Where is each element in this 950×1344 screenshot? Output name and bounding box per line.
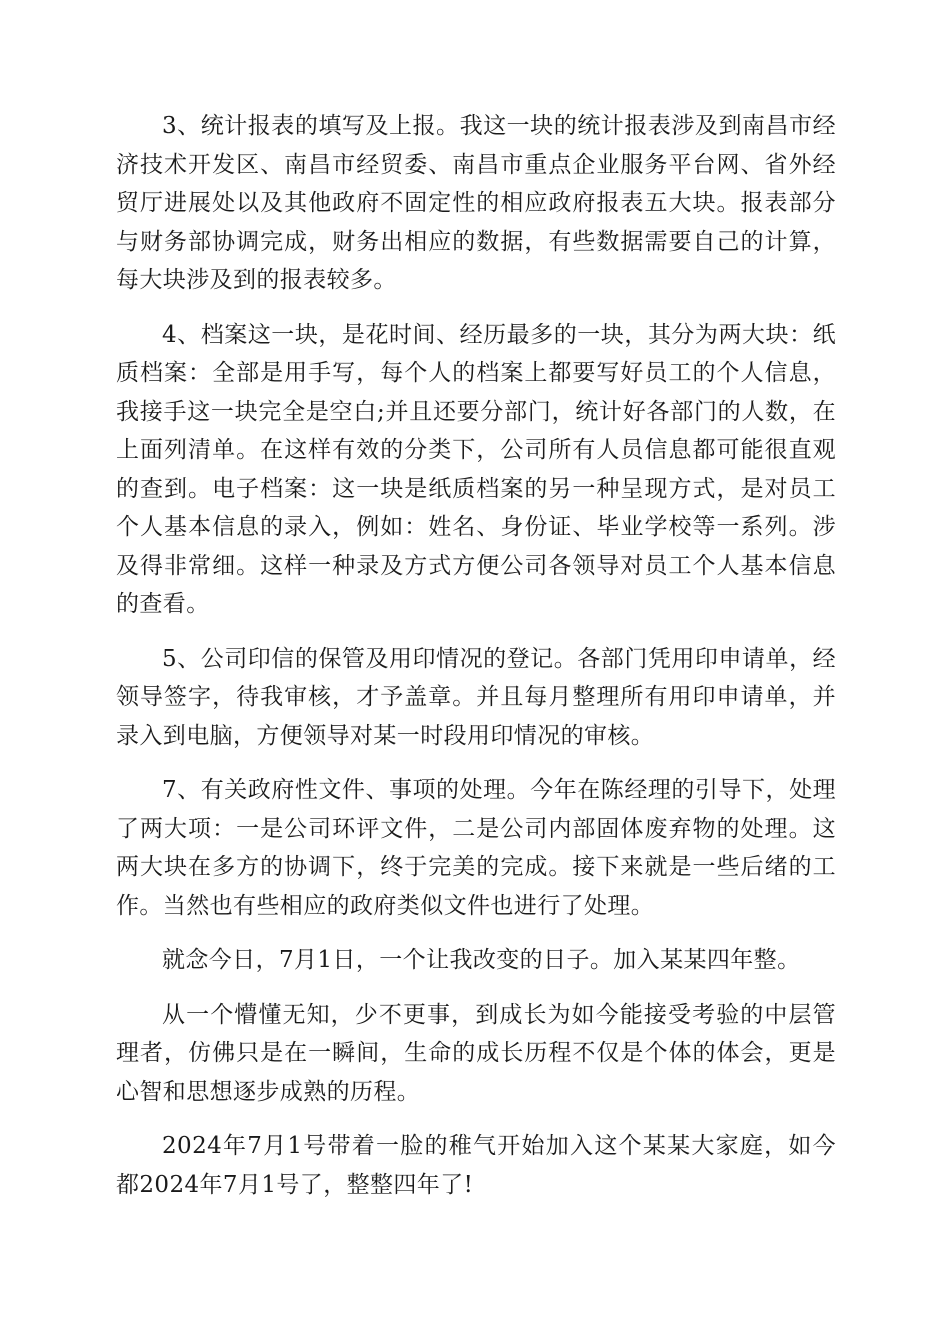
paragraph-growth: 从一个懵懂无知，少不更事，到成长为如今能接受考验的中层管理者，仿佛只是在一瞬间，生命的成长历程不仅是个体的体会，更是心智和思想逐步成熟的历程。 xyxy=(116,1001,836,1105)
paragraph-seal-management: 5、公司印信的保管及用印情况的登记。各部门凭用印申请单，经领导签字，待我审核，才予盖章。并且每月整理所有用印申请单，并录入到电脑，方便领导对某一时段用印情况的审核。 xyxy=(116,645,836,749)
paragraph-government-documents: 7、有关政府性文件、事项的处理。今年在陈经理的引导下，处理了两大项：一是公司环评文件，二是公司内部固体废弃物的处理。这两大块在多方的协调下，终于完美的完成。接下来就是一些后绪的工作。当然也有些相应的政府类似文件也进行了处理。 xyxy=(116,777,836,919)
paragraph-archives: 4、档案这一块，是花时间、经历最多的一块，其分为两大块：纸质档案：全部是用手写，每个人的档案上都要写好员工的个人信息，我接手这一块完全是空白;并且还要分部门，统计好各部门的人数，在上面列清单。在这样有效的分类下，公司所有人员信息都可能很直观的查到。电子档案：这一块是纸质档案的另一种呈现方式，是对员工个人基本信息的录入，例如：姓名、身份证、毕业学校等一系列。涉及得非常细。这样一种录及方式方便公司各领导对员工个人基本信息的查看。 xyxy=(116,321,836,617)
paragraph-join-date: 2024年7月1号带着一脸的稚气开始加入这个某某大家庭，如今都2024年7月1号了，整整四年了! xyxy=(116,1133,836,1198)
paragraph-statistics-reports: 3、统计报表的填写及上报。我这一块的统计报表涉及到南昌市经济技术开发区、南昌市经贸委、南昌市重点企业服务平台网、省外经贸厅进展处以及其他政府不固定性的相应政府报表五大块。报表部分与财务部协调完成，财务出相应的数据，有些数据需要自己的计算，每大块涉及到的报表较多。 xyxy=(116,113,836,293)
paragraph-anniversary: 就念今日，7月1日，一个让我改变的日子。加入某某四年整。 xyxy=(162,947,801,973)
document-body xyxy=(116,107,836,1220)
